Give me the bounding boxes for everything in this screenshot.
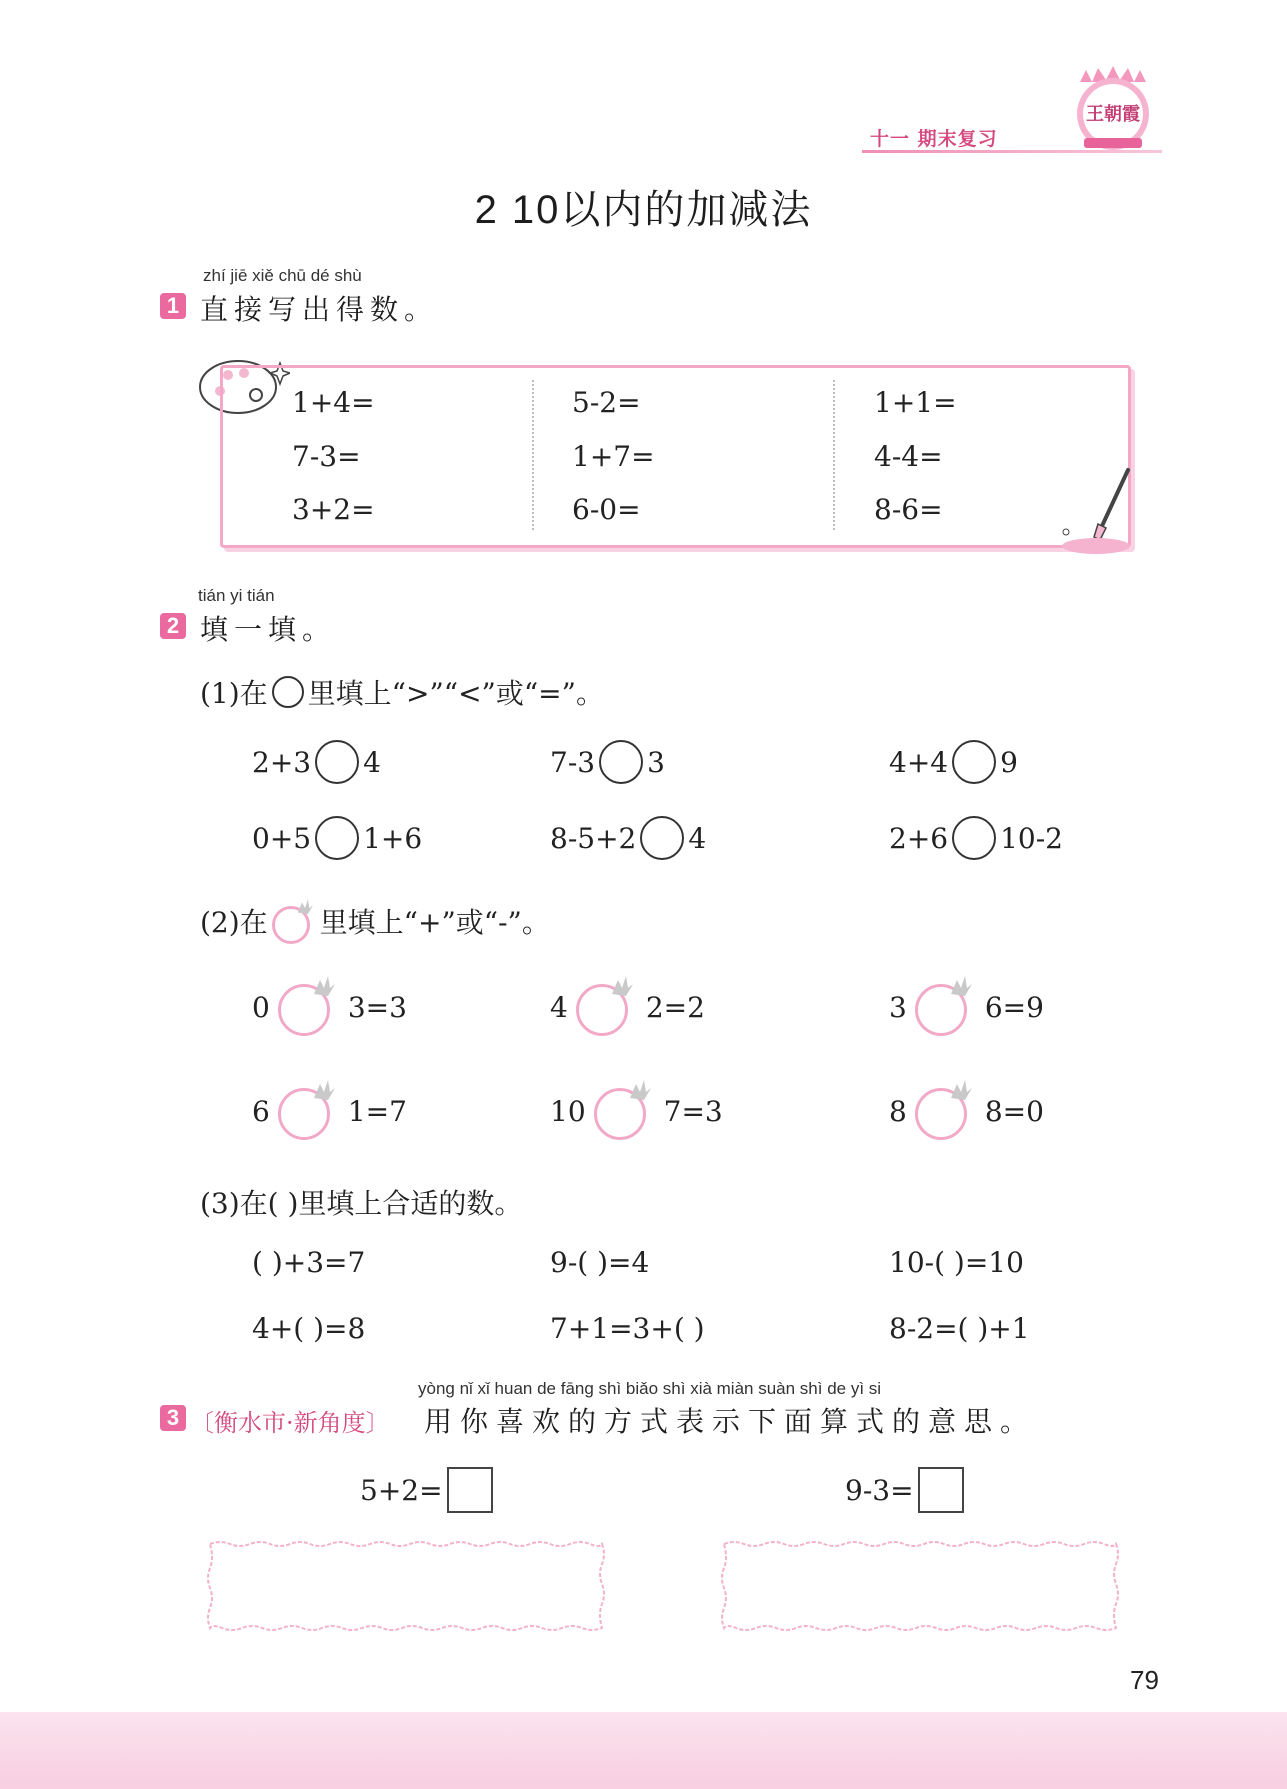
answer-circle[interactable] bbox=[315, 740, 359, 784]
operator-item: 6 1=7 bbox=[252, 1078, 407, 1144]
q1-number: 1 bbox=[160, 293, 186, 319]
page-title: 2 10以内的加减法 bbox=[474, 188, 813, 232]
paintbrush-icon bbox=[1058, 466, 1136, 556]
equation: 1+7= bbox=[572, 440, 655, 473]
q3-equation-right: 9-3= bbox=[845, 1467, 964, 1513]
answer-circle[interactable] bbox=[315, 816, 359, 860]
part1-suffix: 里填上“>”“<”或“=”。 bbox=[307, 677, 604, 710]
q1-instruction: 直接写出得数。 bbox=[200, 293, 439, 326]
column-divider bbox=[833, 380, 835, 530]
part1-instruction bbox=[200, 672, 604, 712]
equation: 4-4= bbox=[874, 440, 943, 473]
strawberry-icon bbox=[272, 898, 316, 944]
answer-circle[interactable] bbox=[952, 740, 996, 784]
q2-pinyin: tián yi tián bbox=[198, 586, 275, 605]
part1-prefix: (1)在 bbox=[200, 677, 268, 710]
part2-suffix: 里填上“+”或“-”。 bbox=[319, 906, 550, 939]
part3-instruction: (3)在( )里填上合适的数。 bbox=[200, 1187, 523, 1220]
drawing-area[interactable] bbox=[720, 1540, 1120, 1632]
equation: 5-2= bbox=[572, 386, 641, 419]
q3-instruction: 用你喜欢的方式表示下面算式的意思。 bbox=[424, 1405, 1037, 1438]
strawberry-answer-slot[interactable] bbox=[278, 974, 340, 1040]
equation: 3+2= bbox=[292, 493, 375, 526]
strawberry-answer-slot[interactable] bbox=[594, 1078, 656, 1144]
q1-pinyin: zhí jiē xiě chū dé shù bbox=[203, 266, 362, 285]
chapter-label: 十一 期末复习 bbox=[870, 128, 998, 150]
equation: 1+4= bbox=[292, 386, 375, 419]
operator-item: 8 8=0 bbox=[889, 1078, 1044, 1144]
strawberry-answer-slot[interactable] bbox=[915, 1078, 977, 1144]
part2-prefix: (2)在 bbox=[200, 906, 268, 939]
compare-item: 0+5 1+6 bbox=[252, 816, 422, 860]
q2-number: 2 bbox=[160, 613, 186, 639]
strawberry-answer-slot[interactable] bbox=[278, 1078, 340, 1144]
answer-box[interactable] bbox=[918, 1467, 964, 1513]
q3-number: 3 bbox=[160, 1405, 186, 1431]
fill-blank-equation[interactable]: 7+1=3+( ) bbox=[550, 1312, 705, 1345]
column-divider bbox=[532, 380, 534, 530]
q3-pinyin: yòng nǐ xǐ huan de fāng shì biǎo shì xià miàn suàn shì de yì si bbox=[418, 1379, 882, 1398]
footer-band bbox=[0, 1712, 1287, 1789]
compare-item: 2+3 4 bbox=[252, 740, 381, 784]
equation: 1+1= bbox=[874, 386, 957, 419]
equation: 8-6= bbox=[874, 493, 943, 526]
fill-blank-equation[interactable]: 10-( )=10 bbox=[889, 1246, 1024, 1279]
fill-blank-equation[interactable]: 4+( )=8 bbox=[252, 1312, 366, 1345]
drawing-area[interactable] bbox=[206, 1540, 606, 1632]
compare-item: 7-3 3 bbox=[550, 740, 665, 784]
equation: 6-0= bbox=[572, 493, 641, 526]
compare-item: 8-5+2 4 bbox=[550, 816, 706, 860]
q3-source-tag: 〔衡水市·新角度〕 bbox=[190, 1409, 390, 1437]
q3-equation-left: 5+2= bbox=[360, 1467, 493, 1513]
strawberry-answer-slot[interactable] bbox=[576, 974, 638, 1040]
equation: 7-3= bbox=[292, 440, 361, 473]
fill-blank-equation[interactable]: 9-( )=4 bbox=[550, 1246, 650, 1279]
answer-circle[interactable] bbox=[640, 816, 684, 860]
page-number: 79 bbox=[1130, 1665, 1159, 1695]
circle-icon bbox=[272, 676, 304, 708]
compare-item: 2+6 10-2 bbox=[889, 816, 1063, 860]
operator-item: 0 3=3 bbox=[252, 974, 407, 1040]
operator-item: 10 7=3 bbox=[550, 1078, 723, 1144]
svg-text:王朝霞: 王朝霞 bbox=[1086, 104, 1140, 125]
fill-blank-equation[interactable]: 8-2=( )+1 bbox=[889, 1312, 1030, 1345]
fill-blank-equation[interactable]: ( )+3=7 bbox=[252, 1246, 366, 1279]
part2-instruction bbox=[200, 898, 550, 944]
strawberry-answer-slot[interactable] bbox=[915, 974, 977, 1040]
answer-box[interactable] bbox=[447, 1467, 493, 1513]
answer-circle[interactable] bbox=[599, 740, 643, 784]
operator-item: 3 6=9 bbox=[889, 974, 1044, 1040]
operator-item: 4 2=2 bbox=[550, 974, 705, 1040]
compare-item: 4+4 9 bbox=[889, 740, 1018, 784]
brand-logo bbox=[1072, 64, 1154, 154]
answer-circle[interactable] bbox=[952, 816, 996, 860]
q2-instruction: 填一填。 bbox=[200, 613, 337, 646]
